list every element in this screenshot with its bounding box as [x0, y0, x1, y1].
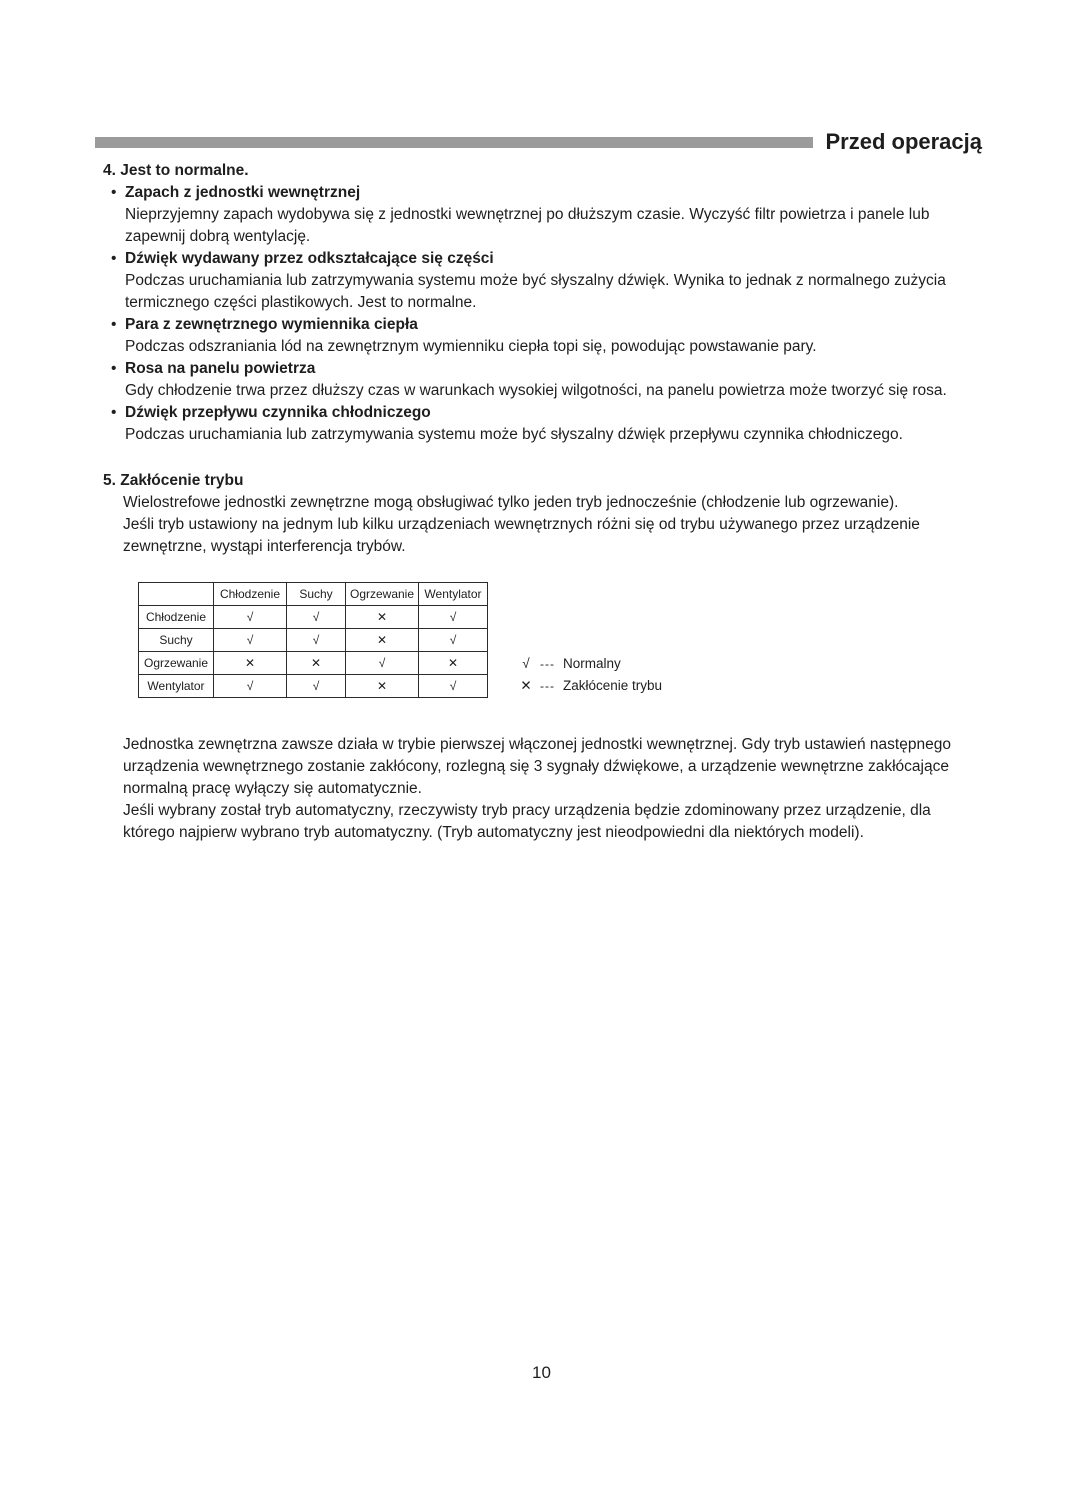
table-cell: ✕ — [346, 629, 419, 652]
bullet-icon: • — [111, 184, 117, 201]
table-row-header-chlodzenie: Chłodzenie — [139, 606, 214, 629]
table-cell: ✕ — [214, 652, 287, 675]
bullet-text: Podczas odszraniania lód na zewnętrznym wymienniku ciepła topi się, powodując powstawanie pary. — [125, 338, 817, 355]
table-cell: ✕ — [287, 652, 346, 675]
table-cell: √ — [419, 606, 488, 629]
bullet-icon: • — [111, 404, 117, 421]
page-title: Przed operacją — [825, 129, 982, 154]
bullet-title: Dźwięk wydawany przez odkształcające się części — [125, 250, 494, 267]
legend-dash: --- — [540, 657, 555, 671]
table-row-header-ogrzewanie: Ogrzewanie — [139, 652, 214, 675]
table-cell: ✕ — [346, 606, 419, 629]
header-rule — [95, 137, 813, 148]
table-row — [139, 675, 488, 698]
paragraph: Jeśli tryb ustawiony na jednym lub kilku urządzeniach wewnętrznych różni się od trybu używanego przez urządzenie zewnętrzne, wystąpi interferencja trybów. — [123, 516, 920, 555]
legend-row-interference — [518, 675, 662, 697]
paragraph: Jeśli wybrany został tryb automatyczny, rzeczywisty tryb pracy urządzenia będzie zdominowany przez urządzenie, dla którego najpierw wybrano tryb automatyczny. (Tryb automatyczny jest nieodpowiedni dla niektórych modeli). — [123, 802, 931, 841]
table-cell: ✕ — [419, 652, 488, 675]
table-cell: √ — [214, 629, 287, 652]
table-col-header-suchy: Suchy — [287, 583, 346, 606]
mode-table-section — [103, 582, 981, 698]
table-col-header-chlodzenie: Chłodzenie — [214, 583, 287, 606]
bullet-text: Nieprzyjemny zapach wydobywa się z jednostki wewnętrznej po dłuższym czasie. Wyczyść filtr powietrza i panele lub zapewnij dobrą wentylację. — [125, 206, 930, 245]
legend-row-normal — [518, 653, 662, 675]
table-cell: √ — [419, 675, 488, 698]
table-row-header-suchy: Suchy — [139, 629, 214, 652]
table-row — [139, 629, 488, 652]
section-5 — [103, 470, 981, 558]
table-legend — [518, 653, 662, 697]
table-row — [139, 652, 488, 675]
legend-dash: --- — [540, 679, 555, 693]
table-cell: √ — [287, 629, 346, 652]
check-icon: √ — [522, 656, 530, 671]
bullet-item — [111, 182, 981, 248]
section-4-bullet-list — [111, 182, 981, 446]
bullet-icon: • — [111, 316, 117, 333]
table-header-row — [139, 583, 488, 606]
table-cell: ✕ — [346, 675, 419, 698]
bullet-icon: • — [111, 250, 117, 267]
table-cell: √ — [214, 606, 287, 629]
bullet-text: Gdy chłodzenie trwa przez dłuższy czas w warunkach wysokiej wilgotności, na panelu powietrza może tworzyć się rosa. — [125, 382, 947, 399]
paragraph: Wielostrefowe jednostki zewnętrzne mogą obsługiwać tylko jeden tryb jednocześnie (chłodzenie lub ogrzewanie). — [123, 494, 899, 511]
table-cell: √ — [287, 675, 346, 698]
closing-paragraphs — [123, 734, 981, 844]
bullet-title: Para z zewnętrznego wymiennika ciepła — [125, 316, 418, 333]
bullet-item — [111, 314, 981, 358]
legend-label: Normalny — [563, 656, 621, 671]
bullet-title: Dźwięk przepływu czynnika chłodniczego — [125, 404, 431, 421]
paragraph: Jednostka zewnętrzna zawsze działa w trybie pierwszej włączonej jednostki wewnętrznej. Gdy tryb ustawień następnego urządzenia wewnętrznego zostanie zakłócony, rozlegną się 3 sygnały dźwiękowe, a urządzenie wewnętrzne zakłócające normalną pracę wyłączy się automatycznie. — [123, 736, 951, 797]
bullet-icon: • — [111, 360, 117, 377]
table-corner-cell — [139, 583, 214, 606]
bullet-text: Podczas uruchamiania lub zatrzymywania systemu może być słyszalny dźwięk przepływu czynnika chłodniczego. — [125, 426, 903, 443]
cross-icon: ✕ — [520, 678, 532, 693]
bullet-item — [111, 358, 981, 402]
section-5-body — [123, 492, 981, 558]
bullet-item — [111, 402, 981, 446]
bullet-title: Zapach z jednostki wewnętrznej — [125, 184, 361, 201]
mode-compatibility-table — [138, 582, 488, 698]
bullet-text: Podczas uruchamiania lub zatrzymywania systemu może być słyszalny dźwięk. Wynika to jednak z normalnego zużycia termicznego części plastikowych. Jest to normalne. — [125, 272, 946, 311]
table-cell: √ — [419, 629, 488, 652]
section-4-heading: 4. Jest to normalne. — [103, 162, 249, 179]
table-cell: √ — [346, 652, 419, 675]
page-header — [95, 129, 982, 155]
section-4 — [103, 160, 981, 446]
page-number: 10 — [532, 1363, 551, 1382]
table-row-header-wentylator: Wentylator — [139, 675, 214, 698]
section-5-heading: 5. Zakłócenie trybu — [103, 472, 244, 489]
main-content — [103, 160, 981, 844]
bullet-title: Rosa na panelu powietrza — [125, 360, 316, 377]
table-col-header-ogrzewanie: Ogrzewanie — [346, 583, 419, 606]
table-cell: √ — [287, 606, 346, 629]
bullet-item — [111, 248, 981, 314]
table-row — [139, 606, 488, 629]
table-col-header-wentylator: Wentylator — [419, 583, 488, 606]
table-cell: √ — [214, 675, 287, 698]
legend-label: Zakłócenie trybu — [563, 678, 663, 693]
